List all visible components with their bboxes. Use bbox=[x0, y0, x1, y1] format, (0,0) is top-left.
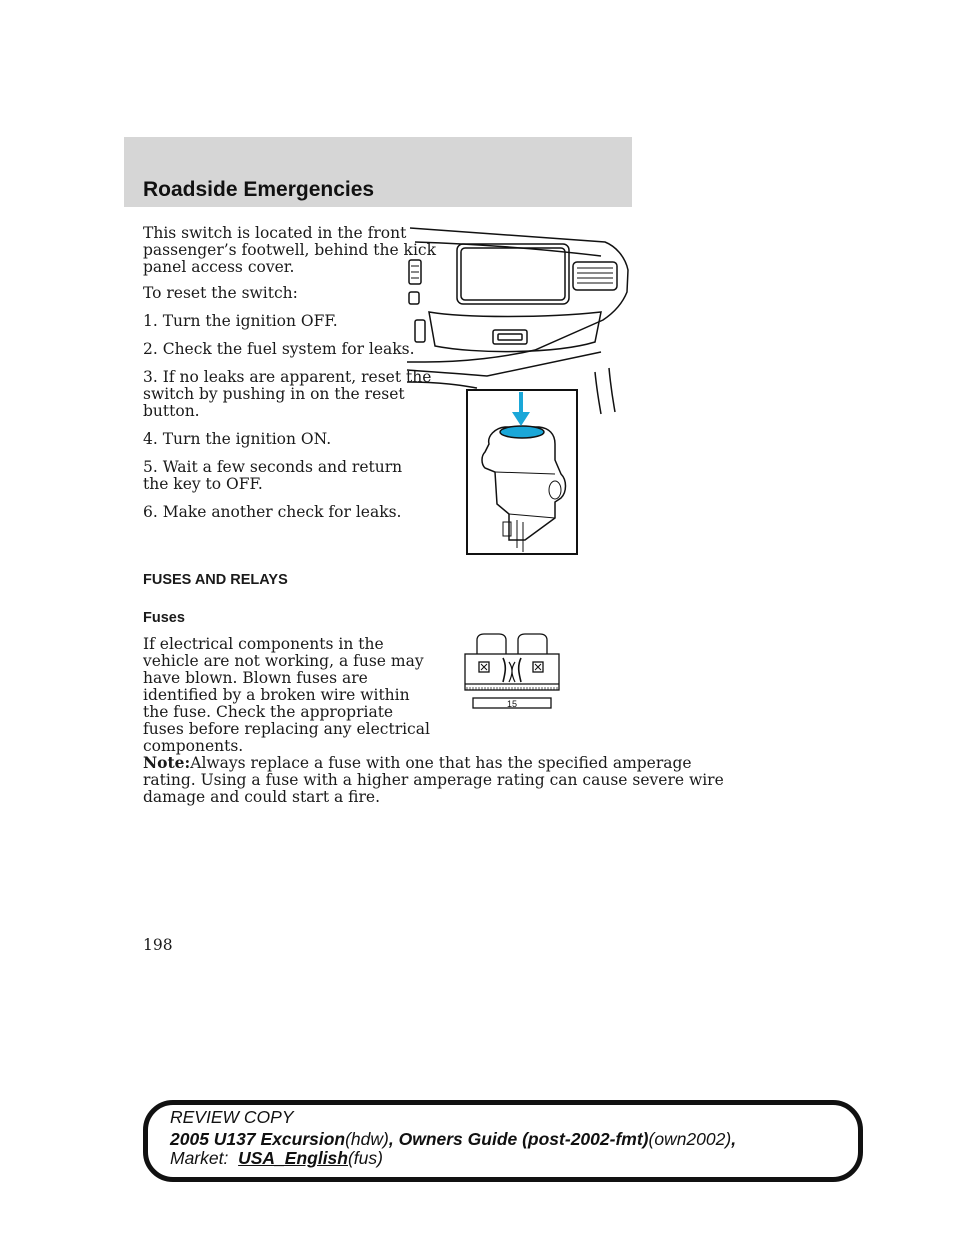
text-line: components. bbox=[143, 737, 244, 755]
text-line: fuses before replacing any electrical bbox=[143, 720, 430, 738]
step-3 bbox=[143, 369, 431, 420]
note-paragraph bbox=[143, 754, 724, 806]
step-1: 1. Turn the ignition OFF. bbox=[143, 312, 338, 330]
text-line: passenger’s footwell, behind the kick bbox=[143, 241, 436, 259]
step-5 bbox=[143, 459, 402, 493]
text-line: rating. Using a fuse with a higher amperage rating can cause severe wire bbox=[143, 771, 724, 789]
text-line: 5. Wait a few seconds and return bbox=[143, 458, 403, 476]
text-line: 3. If no leaks are apparent, reset the bbox=[143, 368, 432, 386]
text-line: panel access cover. bbox=[143, 258, 295, 276]
market-code: (fus) bbox=[347, 1148, 383, 1168]
market-label: Market: bbox=[170, 1148, 229, 1168]
market-identifier bbox=[170, 1148, 383, 1169]
text-line: This switch is located in the front bbox=[143, 224, 407, 242]
text-line: identified by a broken wire within bbox=[143, 686, 410, 704]
document-identifier bbox=[170, 1129, 736, 1150]
section-heading-fuses-and-relays: FUSES AND RELAYS bbox=[143, 572, 288, 588]
text-line: button. bbox=[143, 402, 200, 420]
section-title: Roadside Emergencies bbox=[143, 178, 375, 201]
guide-code: (own2002) bbox=[648, 1129, 732, 1149]
text-line bbox=[143, 754, 724, 772]
step-6: 6. Make another check for leaks. bbox=[143, 503, 402, 521]
guide-name: , Owners Guide (post-2002-fmt) bbox=[388, 1129, 649, 1149]
note-text: Always replace a fuse with one that has the specified amperage bbox=[190, 754, 692, 772]
review-copy-box bbox=[143, 1100, 863, 1182]
text-line: have blown. Blown fuses are bbox=[143, 669, 368, 687]
text-line: vehicle are not working, a fuse may bbox=[143, 652, 424, 670]
note-label: Note: bbox=[143, 753, 191, 772]
text-line: damage and could start a fire. bbox=[143, 788, 381, 806]
text-line: the fuse. Check the appropriate bbox=[143, 703, 394, 721]
step-4: 4. Turn the ignition ON. bbox=[143, 430, 332, 448]
trailing-comma: , bbox=[731, 1129, 737, 1149]
review-copy-label: REVIEW COPY bbox=[170, 1107, 294, 1127]
fuse-illustration bbox=[463, 632, 561, 714]
text-line: the key to OFF. bbox=[143, 475, 263, 493]
fuses-paragraph bbox=[143, 636, 430, 755]
subheading-fuses: Fuses bbox=[143, 610, 185, 626]
inertia-switch-illustration bbox=[405, 222, 630, 558]
intro-paragraph bbox=[143, 225, 436, 276]
fuse-rating-label: 15 bbox=[506, 699, 518, 709]
market-value: USA_English bbox=[238, 1148, 348, 1168]
reset-intro: To reset the switch: bbox=[143, 284, 298, 302]
model-name: 2005 U137 Excursion bbox=[170, 1129, 346, 1149]
text-line: If electrical components in the bbox=[143, 635, 384, 653]
model-code: (hdw) bbox=[345, 1129, 389, 1149]
step-2: 2. Check the fuel system for leaks. bbox=[143, 340, 415, 358]
page-number: 198 bbox=[143, 936, 173, 954]
text-line: switch by pushing in on the reset bbox=[143, 385, 405, 403]
